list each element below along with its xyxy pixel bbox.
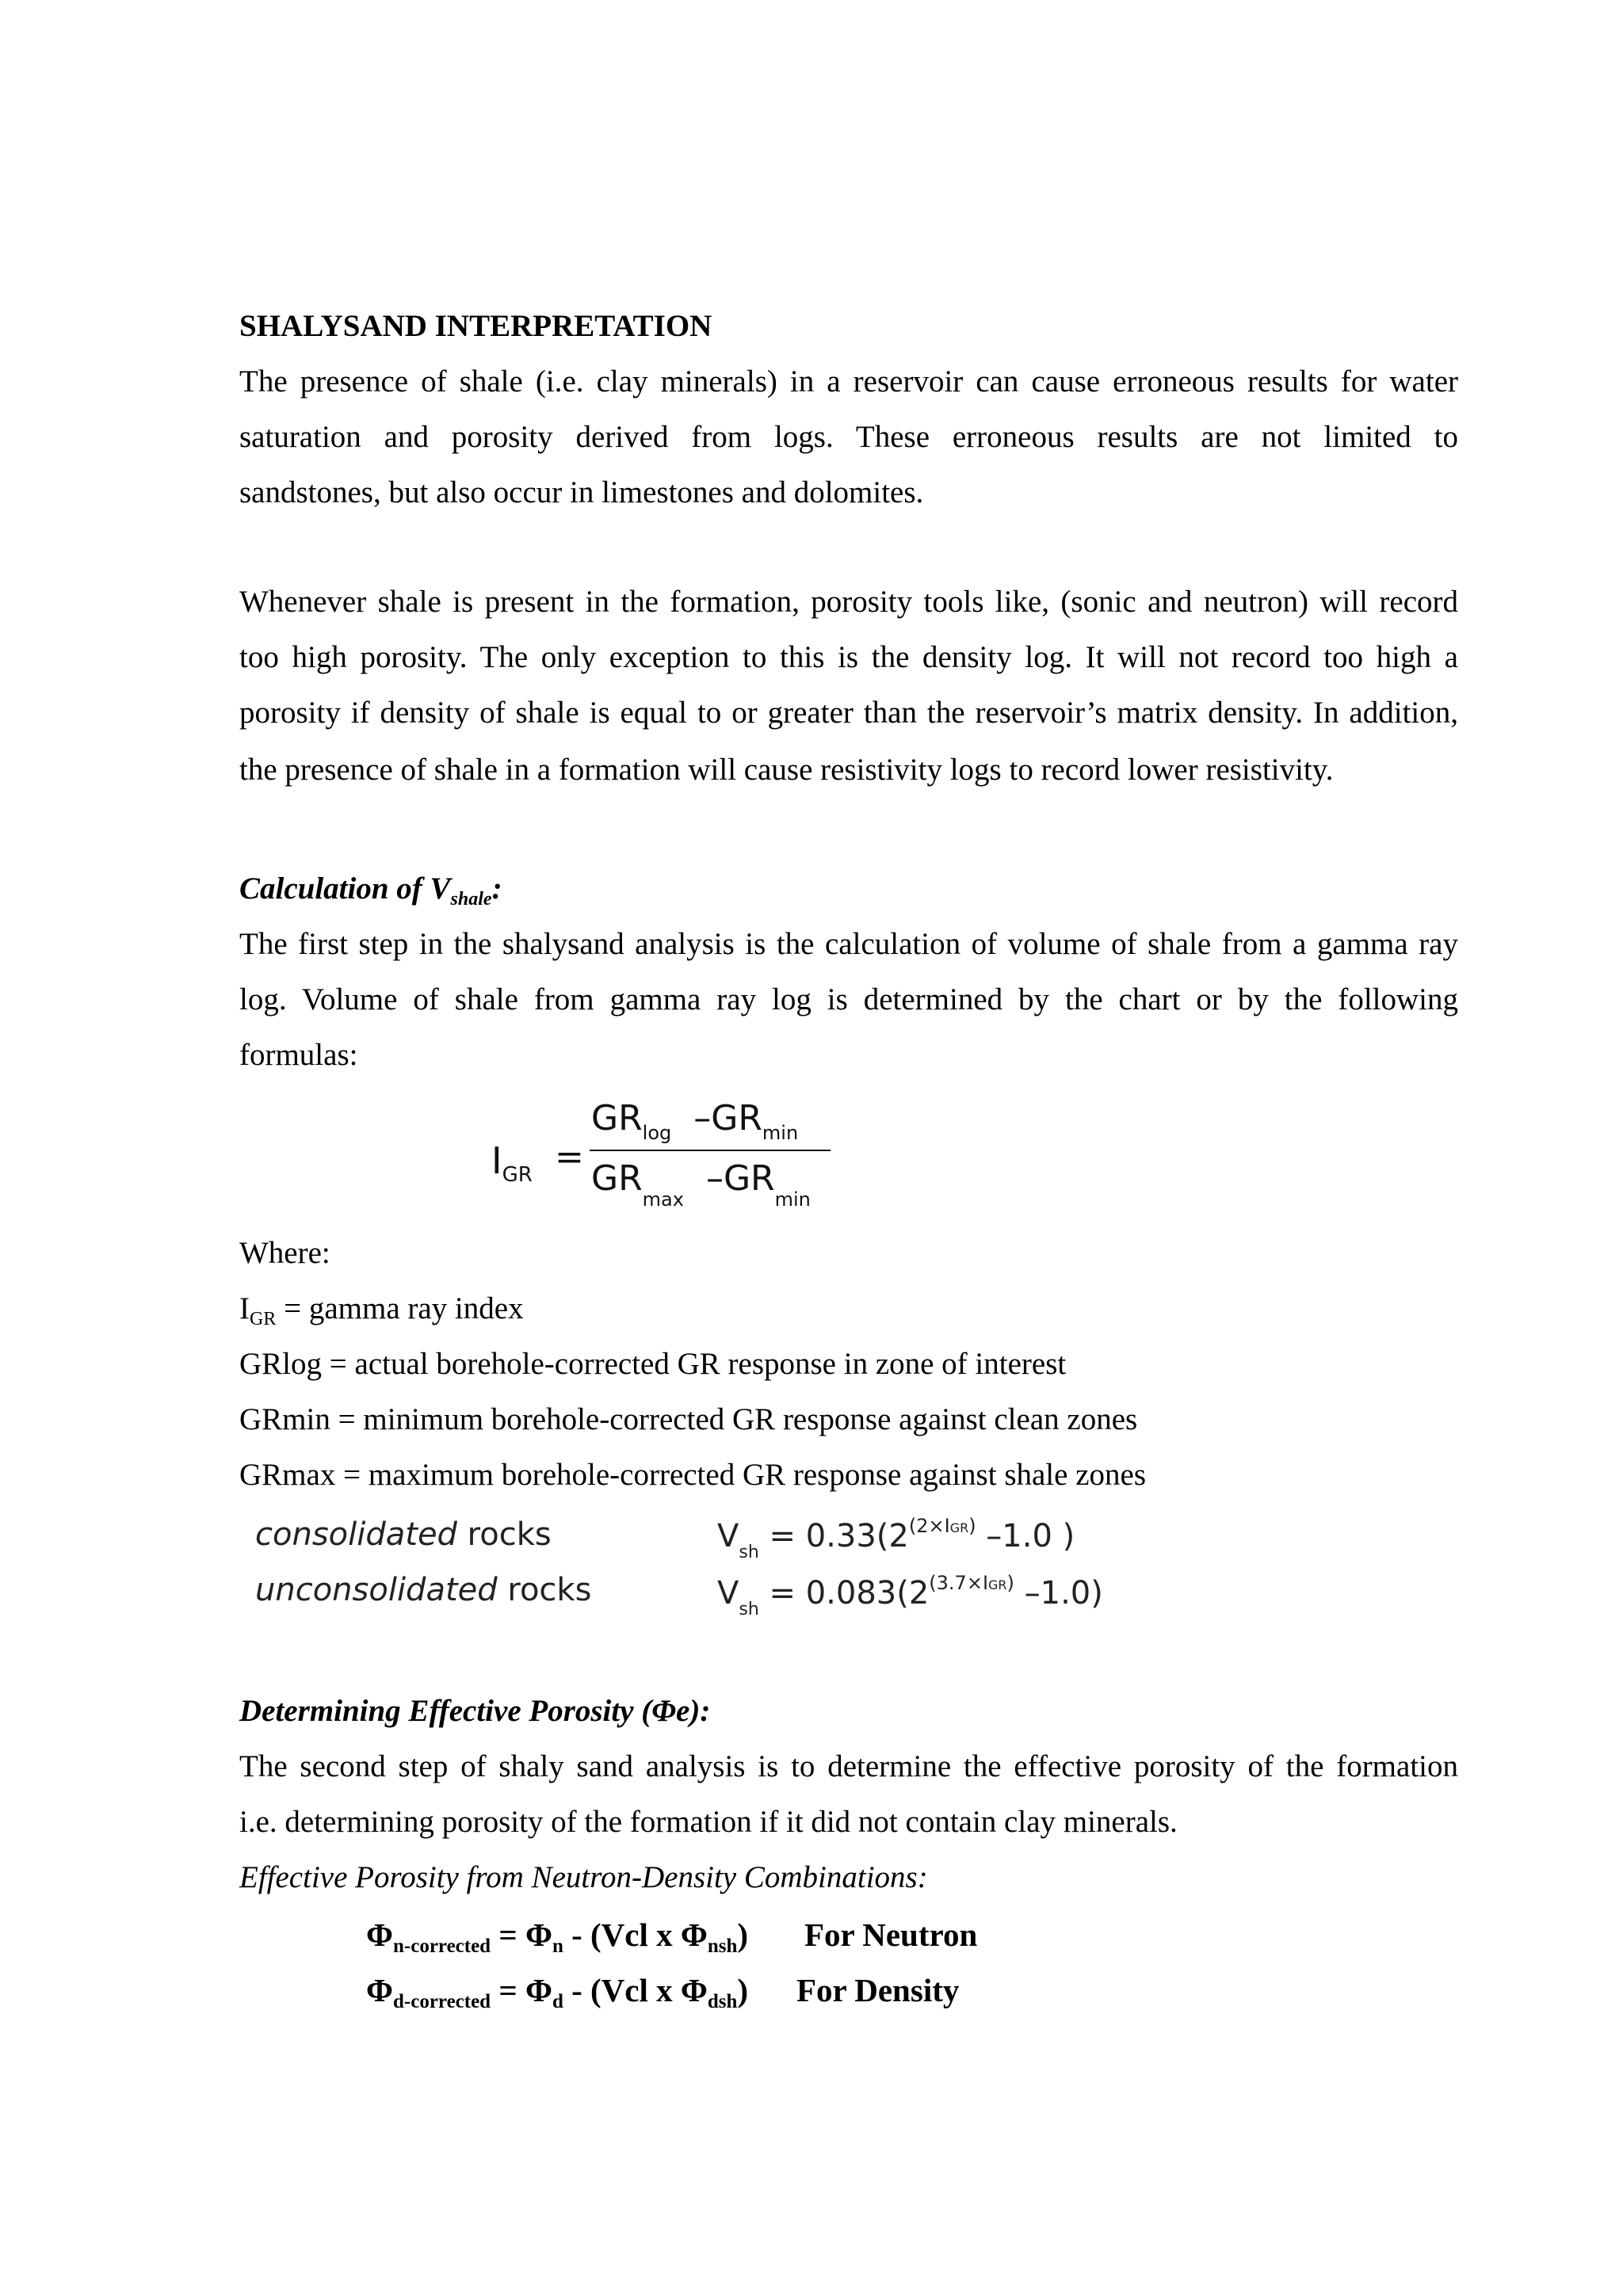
vshale-line-2: log. Volume of shale from gamma ray log is determined by the chart or by the following [239, 982, 1458, 1016]
vshale-line-3: formulas: [239, 1038, 358, 1072]
fraction-bar [590, 1150, 831, 1151]
intro-line-1: The presence of shale (i.e. clay minerals) in a reservoir can cause erroneous results for water [239, 364, 1458, 399]
density-label: For Density [796, 1972, 960, 2008]
where-label: Where: [239, 1236, 330, 1270]
porosity-title: Determining Effective Porosity (Φe): [239, 1694, 711, 1728]
neutron-label: For Neutron [804, 1917, 978, 1953]
def-igr: $I_{GR}$ = gamma ray index [239, 1291, 524, 1329]
section-heading: SHALYSAND INTERPRETATION [239, 309, 712, 343]
unconsolidated-label: unconsolidated rocks [255, 1572, 592, 1608]
para2-line-2: too high porosity. The only exception to this is the density log. It will not record too high a [239, 640, 1458, 674]
intro-line-3: sandstones, but also occur in limestones and dolomites. [239, 475, 924, 509]
porosity-subtitle: Effective Porosity from Neutron-Density Combinations: [239, 1860, 928, 1894]
density-equation: $\Phi_{d-corrected} = \Phi_d - (Vcl$ x $\Phi_{dsh}$) [366, 1972, 749, 2012]
vshale-line-1: The first step in the shalysand analysis is the calculation of volume of shale from a gamma ray [239, 927, 1458, 961]
porosity-line-1: The second step of shaly sand analysis is to determine the effective porosity of the formation [239, 1749, 1458, 1783]
igr-formula: $I_{GR}$ = $GR_{log}$ $-GR_{min}$ $GR_{max}$ $-GR_{min}$ [444, 1093, 856, 1220]
para2-line-3: porosity if density of shale is equal to or greater than the reservoir’s matrix density. In addition, [239, 696, 1458, 730]
para2-line-1: Whenever shale is present in the formation, porosity tools like, (sonic and neutron) will record [239, 585, 1458, 619]
porosity-line-2: i.e. determining porosity of the formation if it did not contain clay minerals. [239, 1805, 1178, 1839]
para2-line-4: the presence of shale in a formation will cause resistivity logs to record lower resistivity. [239, 753, 1334, 787]
vshale-title: Calculation of $V_{shale}$: [239, 871, 502, 910]
def-grmin: GRmin = minimum borehole-corrected GR response against clean zones [239, 1402, 1138, 1436]
intro-line-2: saturation and porosity derived from logs. These erroneous results are not limited to [239, 420, 1458, 454]
def-grmax: GRmax = maximum borehole-corrected GR response against shale zones [239, 1458, 1146, 1492]
unconsolidated-formula: $V_{sh} = 0.083(2^{(3.7\times IGR)}$ –1.0) [717, 1572, 1103, 1619]
consolidated-label: consolidated rocks [255, 1516, 552, 1553]
neutron-equation: $\Phi_{n-corrected} = \Phi_n - (Vcl$ x $\Phi_{nsh}$) [366, 1917, 749, 1957]
def-grlog: GRlog = actual borehole-corrected GR response in zone of interest [239, 1347, 1067, 1381]
consolidated-formula: $V_{sh} = 0.33(2^{(2\times IGR)}$ –1.0 ) [717, 1515, 1075, 1562]
